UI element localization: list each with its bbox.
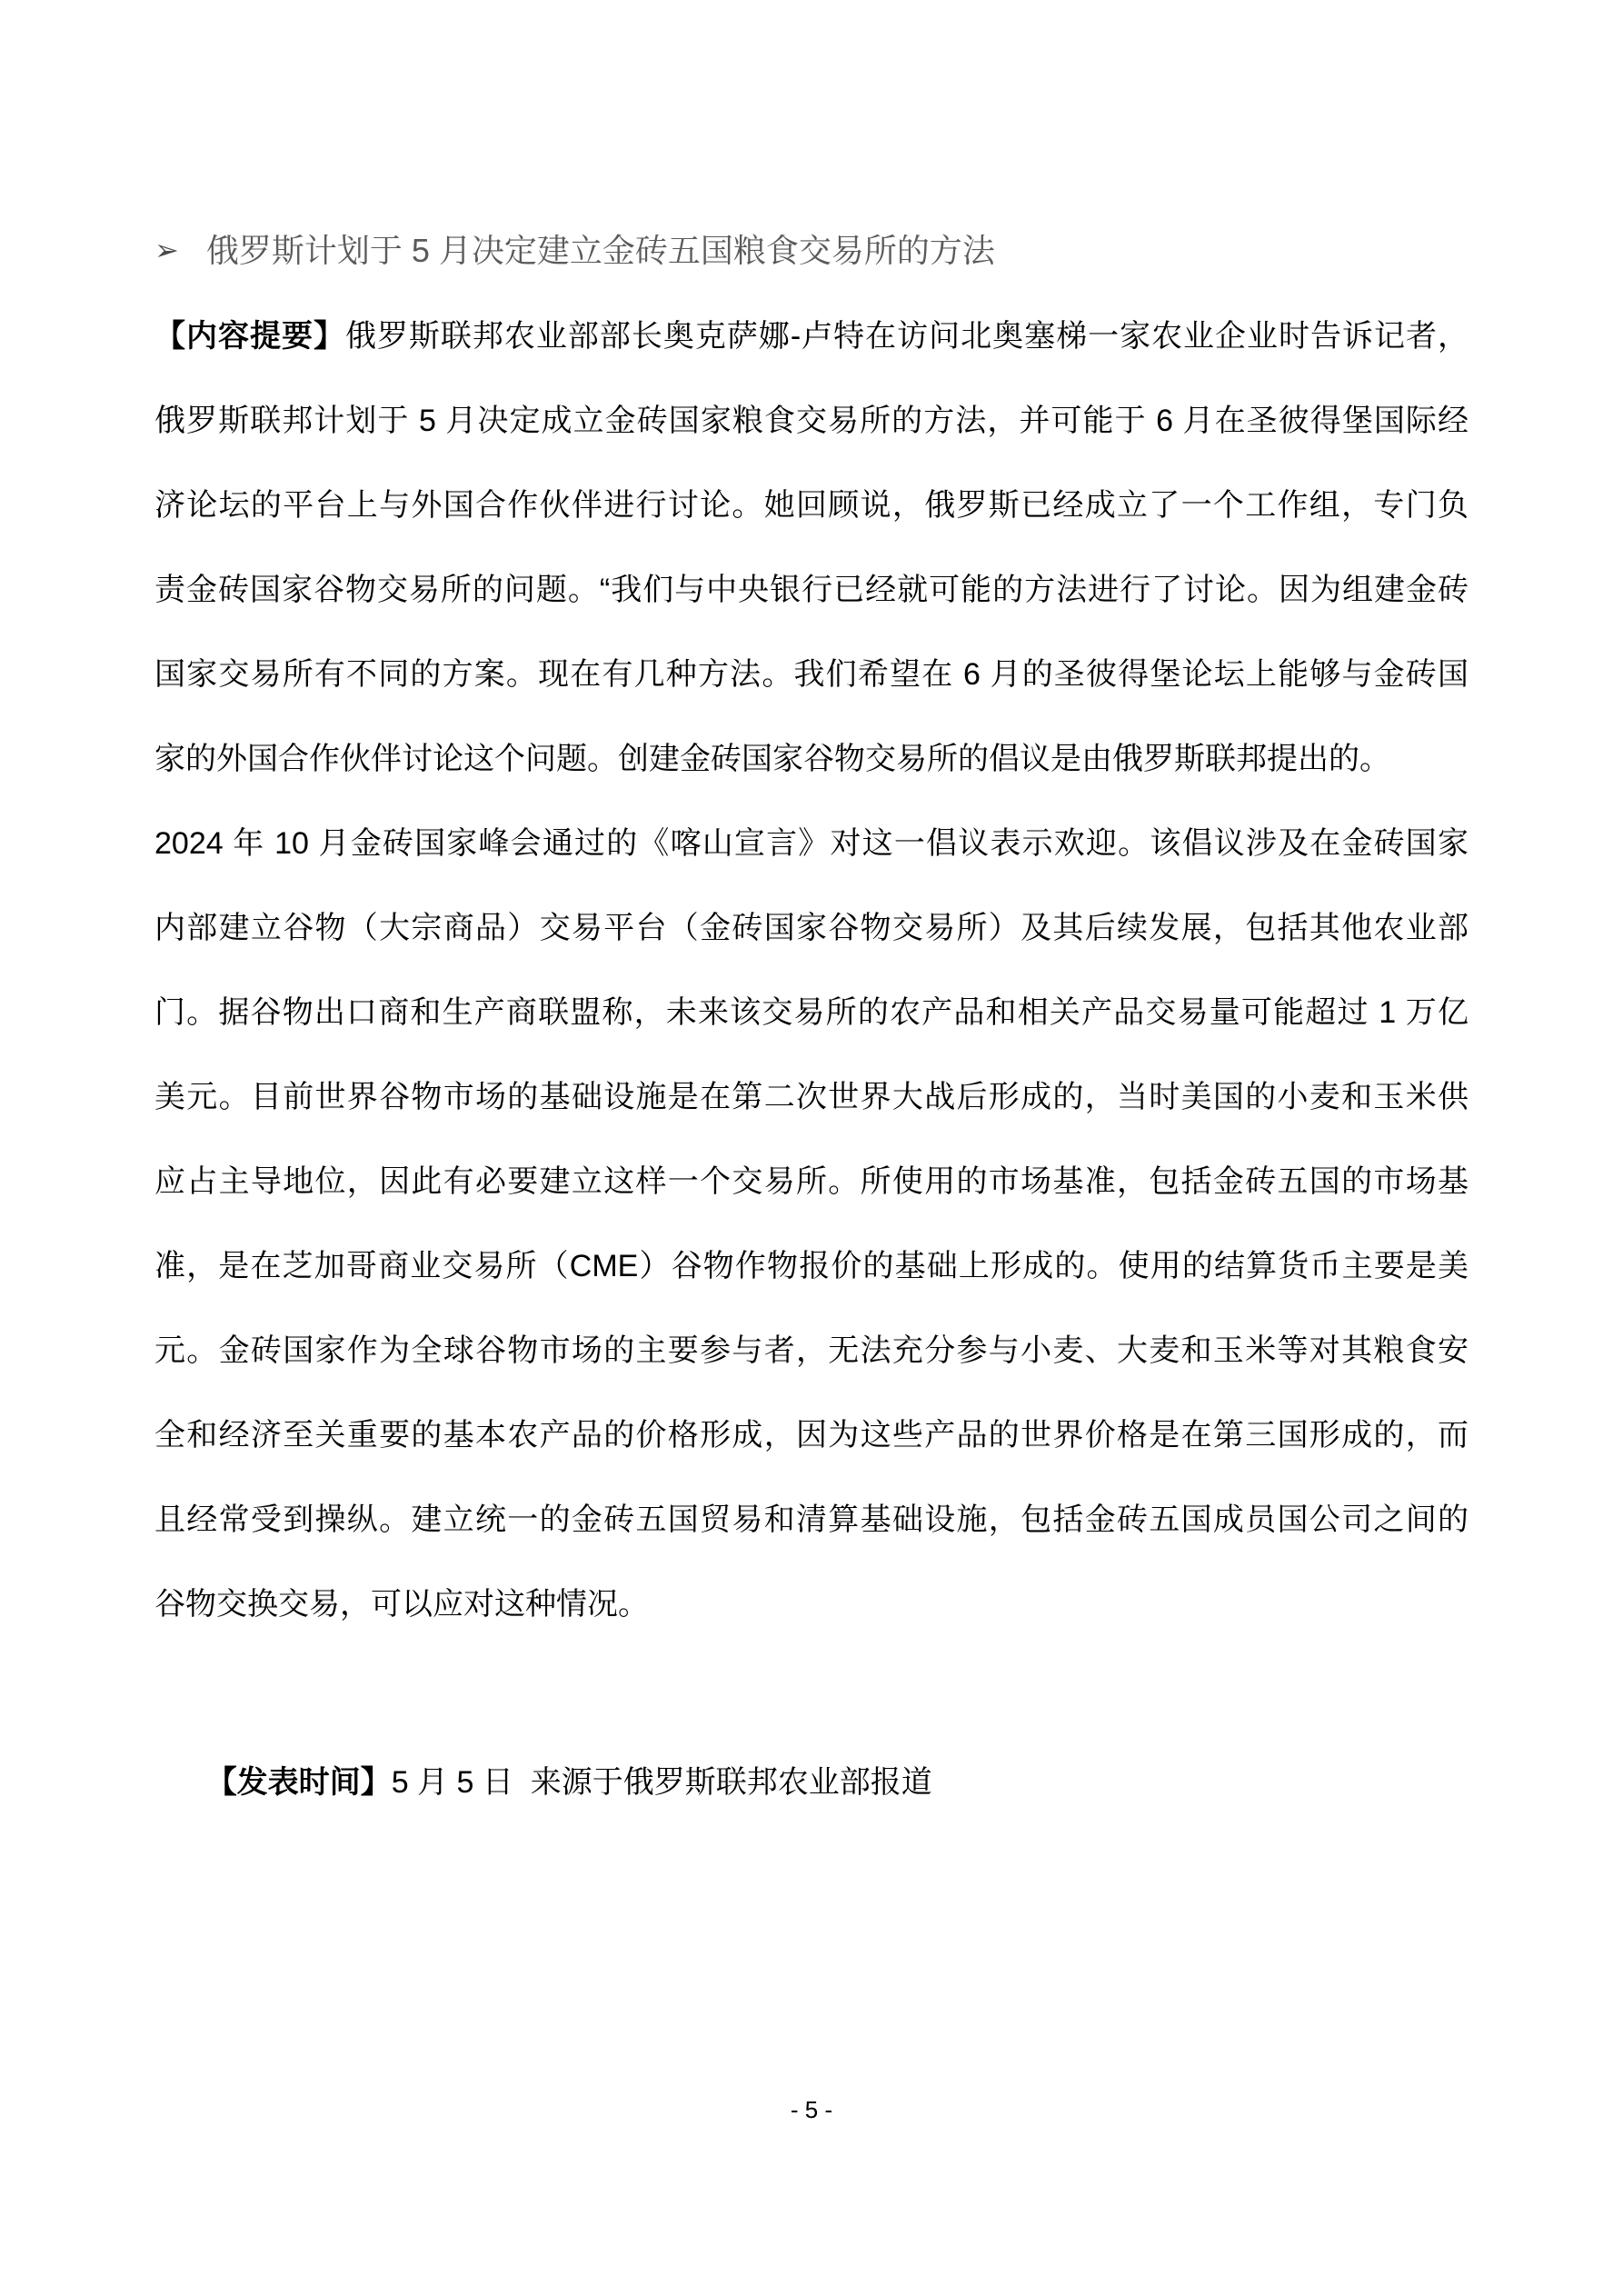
text-line: 俄罗斯联邦计划于 5 月决定成立金砖国家粮食交易所的方法，并可能于 6 月在圣彼得堡国际经 [154,404,1469,438]
text-line: 家的外国合作伙伴讨论这个问题。创建金砖国家谷物交易所的倡议是由俄罗斯联邦提出的。 [154,742,1390,776]
text-line: 美元。目前世界谷物市场的基础设施是在第二次世界大战后形成的，当时美国的小麦和玉米供 [154,1080,1469,1114]
article-body [154,294,1469,1647]
section-heading [154,208,1469,294]
publish-label: 【发表时间】 [205,1765,392,1800]
publish-text: 5 月 5 日 来源于俄罗斯联邦农业部报道 [391,1765,932,1800]
paragraph [154,802,1469,1647]
text-line: 谷物交换交易，可以应对这种情况。 [154,1587,649,1622]
document-content [154,208,1469,1910]
text-line: 准，是在芝加哥商业交易所（CME）谷物作物报价的基础上形成的。使用的结算货币主要是美 [154,1249,1469,1283]
page-number: - 5 - [790,2096,833,2123]
text-line: 且经常受到操纵。建立统一的金砖五国贸易和清算基础设施，包括金砖五国成员国公司之间的 [154,1502,1469,1537]
text-line: 2024 年 10 月金砖国家峰会通过的《喀山宣言》对这一倡议表示欢迎。该倡议涉及在金砖国家 [154,826,1469,861]
text-line: 【内容提要】俄罗斯联邦农业部部长奥克萨娜-卢特在访问北奥塞梯一家农业企业时告诉记者， [154,319,1469,354]
text-line: 全和经济至关重要的基本农产品的价格形成，因为这些产品的世界价格是在第三国形成的，而 [154,1418,1469,1452]
section-heading-text: 俄罗斯计划于 5 月决定建立金砖五国粮食交易所的方法 [205,232,995,269]
text-line: 内部建立谷物（大宗商品）交易平台（金砖国家谷物交易所）及其后续发展，包括其他农业部 [154,911,1469,945]
arrow-bullet-icon: ➢ [154,234,179,266]
text-line: 应占主导地位，因此有必要建立这样一个交易所。所使用的市场基准，包括金砖五国的市场基 [154,1164,1469,1199]
text-line: 济论坛的平台上与外国合作伙伴进行讨论。她回顾说，俄罗斯已经成立了一个工作组，专门负 [154,488,1469,523]
text-line: 国家交易所有不同的方案。现在有几种方法。我们希望在 6 月的圣彼得堡论坛上能够与金砖国 [154,657,1469,692]
text-line: 元。金砖国家作为全球谷物市场的主要参与者，无法充分参与小麦、大麦和玉米等对其粮食安 [154,1333,1469,1368]
publish-line [154,1656,1469,1910]
text-line: 门。据谷物出口商和生产商联盟称，未来该交易所的农产品和相关产品交易量可能超过 1 万亿 [154,995,1469,1030]
paragraph [154,294,1469,802]
summary-label: 【内容提要】 [154,319,345,354]
text-line: 责金砖国家谷物交易所的问题。“我们与中央银行已经就可能的方法进行了讨论。因为组建金砖 [154,573,1469,607]
